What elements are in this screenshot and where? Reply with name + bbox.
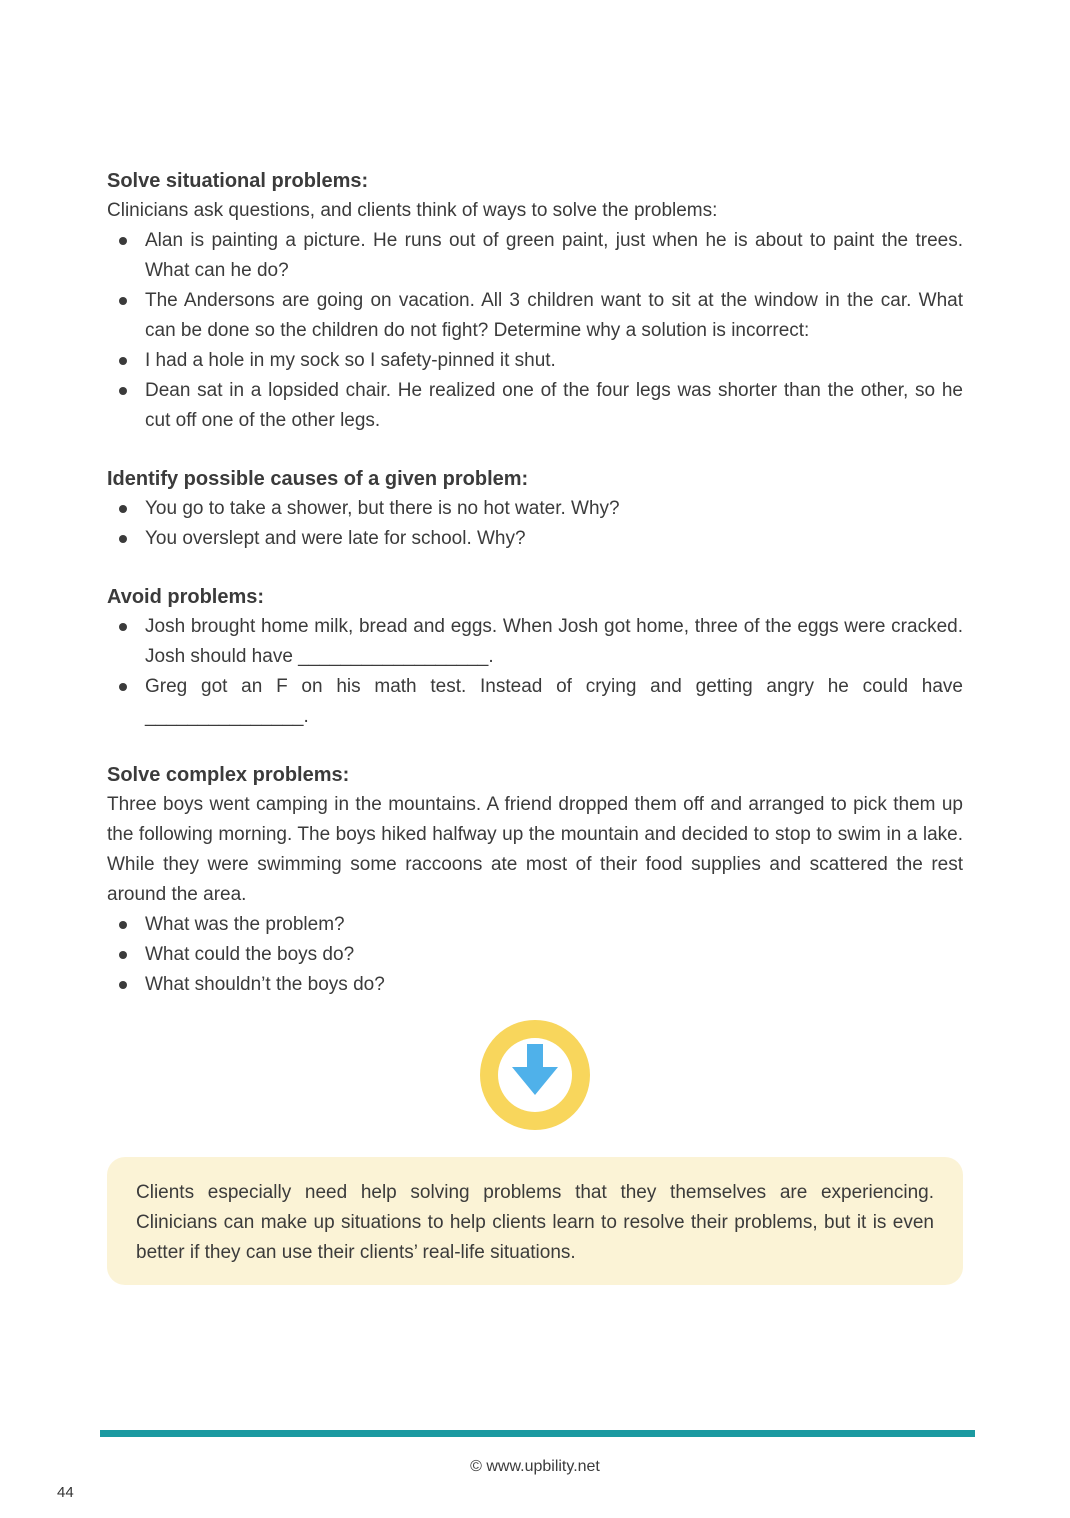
list-item: Josh brought home milk, bread and eggs. When Josh got home, three of the eggs were cracked. Josh should have __________________.	[145, 612, 963, 672]
down-arrow-icon	[480, 1020, 590, 1130]
section-heading: Identify possible causes of a given problem:	[107, 468, 529, 490]
page-number: 44	[57, 1484, 74, 1501]
section-solve-situational-problems	[107, 166, 963, 436]
section-identify-causes	[107, 464, 963, 554]
section-solve-complex-problems	[107, 760, 963, 1000]
section-paragraph: Three boys went camping in the mountains. A friend dropped them off and arranged to pick them up the following morning. The boys hiked halfway up the mountain and decided to stop to swim in a lake. While they were swimming some raccoons ate most of their food supplies and scattered the rest around the area.	[107, 794, 963, 905]
list-item: What shouldn’t the boys do?	[145, 970, 963, 1000]
list-item: You go to take a shower, but there is no hot water. Why?	[145, 494, 963, 524]
list-item: What could the boys do?	[145, 940, 963, 970]
footer-divider	[100, 1430, 975, 1437]
list-item: Dean sat in a lopsided chair. He realized one of the four legs was shorter than the other, so he cut off one of the other legs.	[145, 376, 963, 436]
section-avoid-problems	[107, 582, 963, 732]
bullet-list	[107, 910, 963, 1000]
section-heading: Avoid problems:	[107, 586, 265, 608]
list-item: The Andersons are going on vacation. All 3 children want to sit at the window in the car. What can be done so the children do not fight? Determine why a solution is incorrect:	[145, 286, 963, 346]
bullet-list	[107, 494, 963, 554]
bullet-list	[107, 226, 963, 436]
bullet-list	[107, 612, 963, 732]
section-heading: Solve complex problems:	[107, 764, 350, 786]
note-text: Clients especially need help solving problems that they themselves are experiencing. Clinicians can make up situations to help clients learn to resolve their problems, but it is even better if they can use their clients’ real-life situations.	[136, 1182, 934, 1263]
list-item: Alan is painting a picture. He runs out of green paint, just when he is about to paint the trees. What can he do?	[145, 226, 963, 286]
copyright-text: © www.upbility.net	[470, 1458, 600, 1475]
list-item: I had a hole in my sock so I safety-pinned it shut.	[145, 346, 963, 376]
list-item: You overslept and were late for school. Why?	[145, 524, 963, 554]
note-box	[107, 1157, 963, 1285]
page-content	[107, 166, 963, 1285]
section-intro: Clinicians ask questions, and clients think of ways to solve the problems:	[107, 200, 718, 221]
down-arrow-badge	[107, 1020, 963, 1130]
list-item: Greg got an F on his math test. Instead of crying and getting angry he could have _______________.	[145, 672, 963, 732]
list-item: What was the problem?	[145, 910, 963, 940]
section-heading: Solve situational problems:	[107, 170, 369, 192]
